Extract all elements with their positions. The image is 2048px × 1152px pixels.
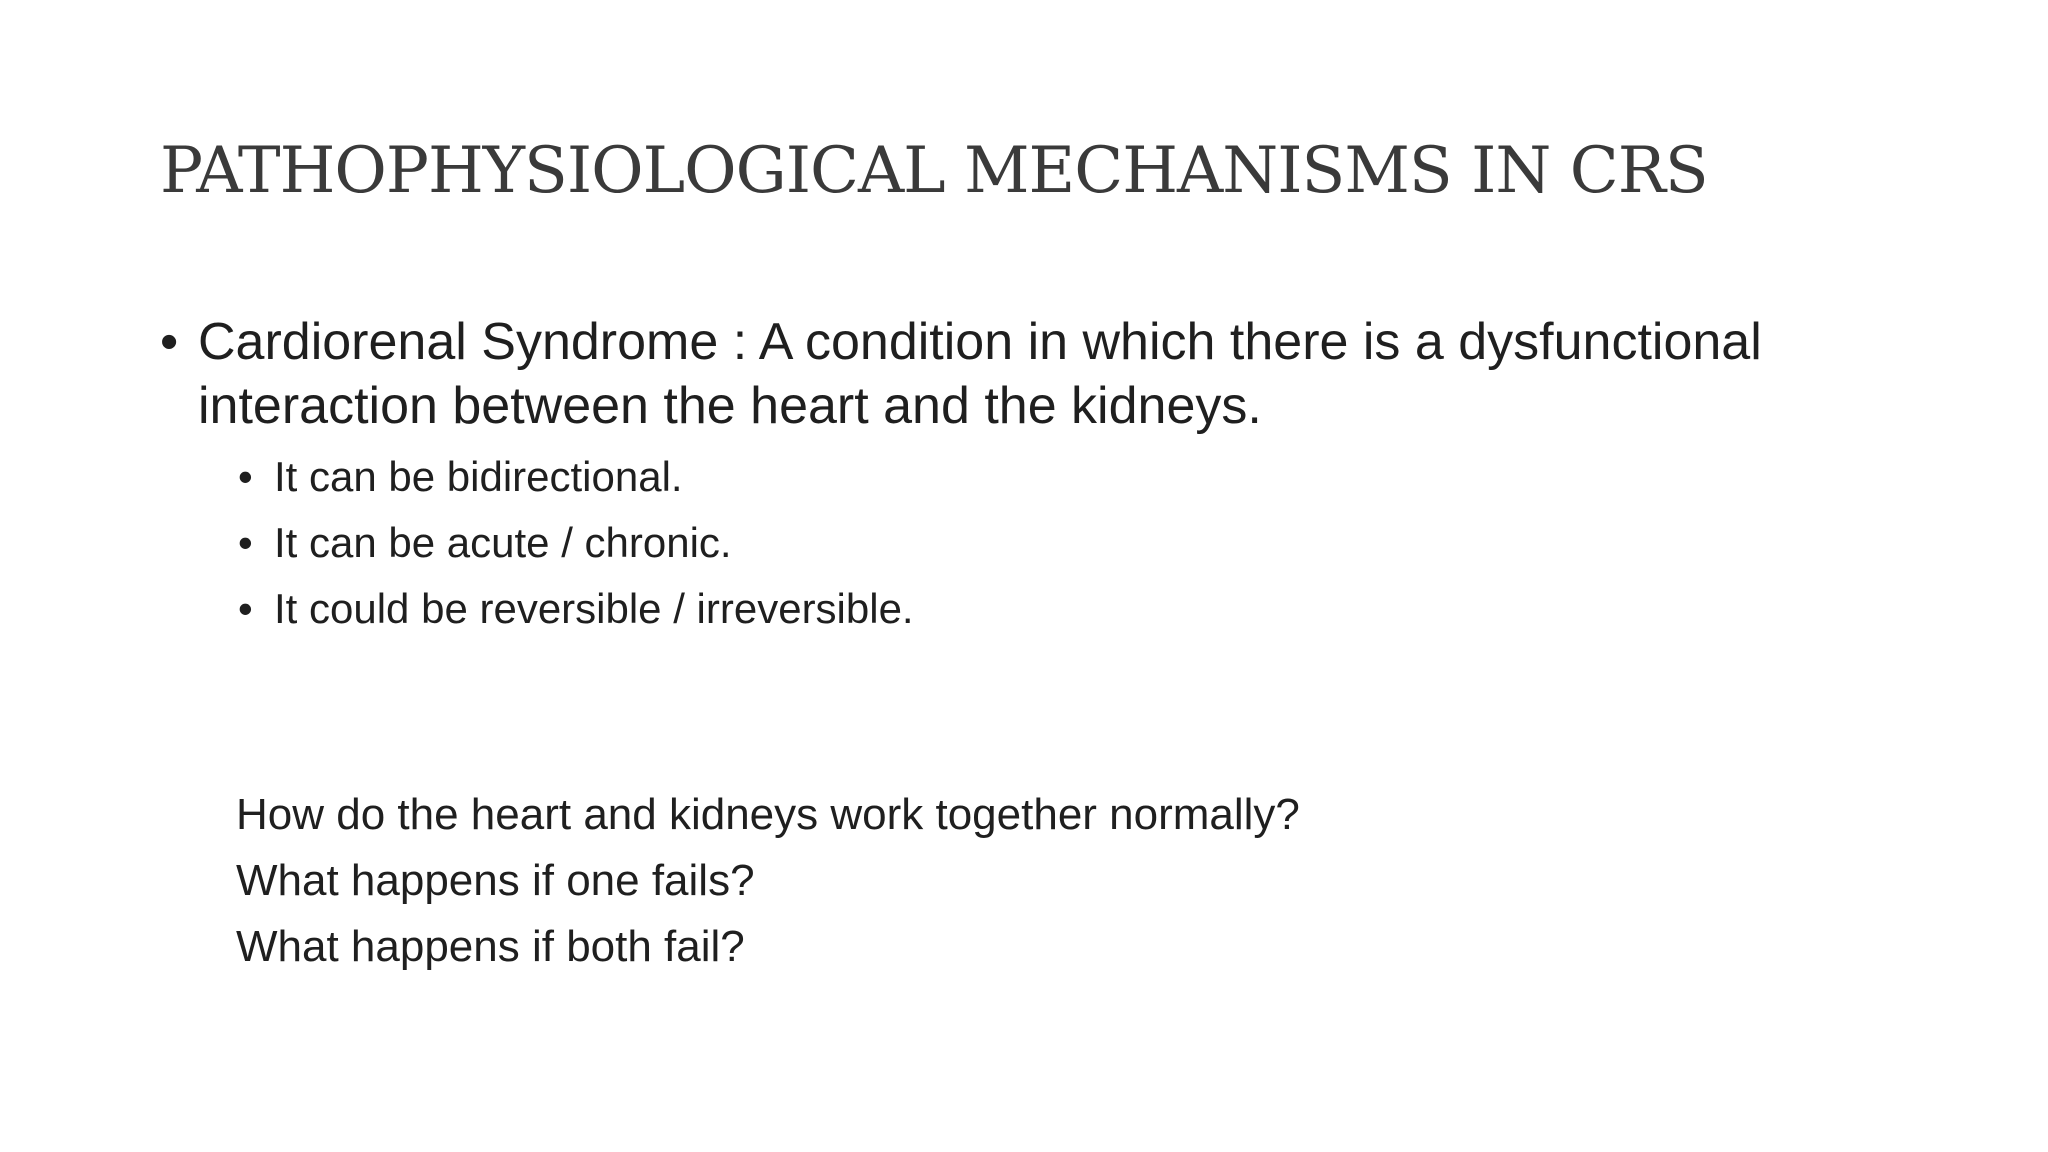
bullet-dot-icon: • — [238, 453, 253, 500]
question-block — [236, 782, 1300, 980]
sub-bullet — [160, 576, 1920, 642]
slide-body — [160, 310, 1920, 642]
question-line: What happens if one fails? — [236, 856, 755, 905]
sub-bullet — [160, 510, 1920, 576]
sub-bullet — [160, 444, 1920, 510]
bullet-dot-icon: • — [160, 313, 179, 371]
sub-bullet-text: It can be acute / chronic. — [274, 519, 732, 566]
main-bullet — [160, 310, 1920, 438]
main-bullet-text: Cardiorenal Syndrome : A condition in which there is a dysfunctional interaction between the heart and the kidneys. — [198, 313, 1762, 435]
question-line: What happens if both fail? — [236, 922, 745, 971]
question-line: How do the heart and kidneys work together normally? — [236, 790, 1300, 839]
sub-bullet-text: It could be reversible / irreversible. — [274, 585, 914, 632]
slide-title: PATHOPHYSIOLOGICAL MECHANISMS IN CRS — [160, 134, 1708, 208]
sub-bullet-list — [160, 444, 1920, 642]
bullet-dot-icon: • — [238, 519, 253, 566]
bullet-dot-icon: • — [238, 585, 253, 632]
sub-bullet-text: It can be bidirectional. — [274, 453, 683, 500]
